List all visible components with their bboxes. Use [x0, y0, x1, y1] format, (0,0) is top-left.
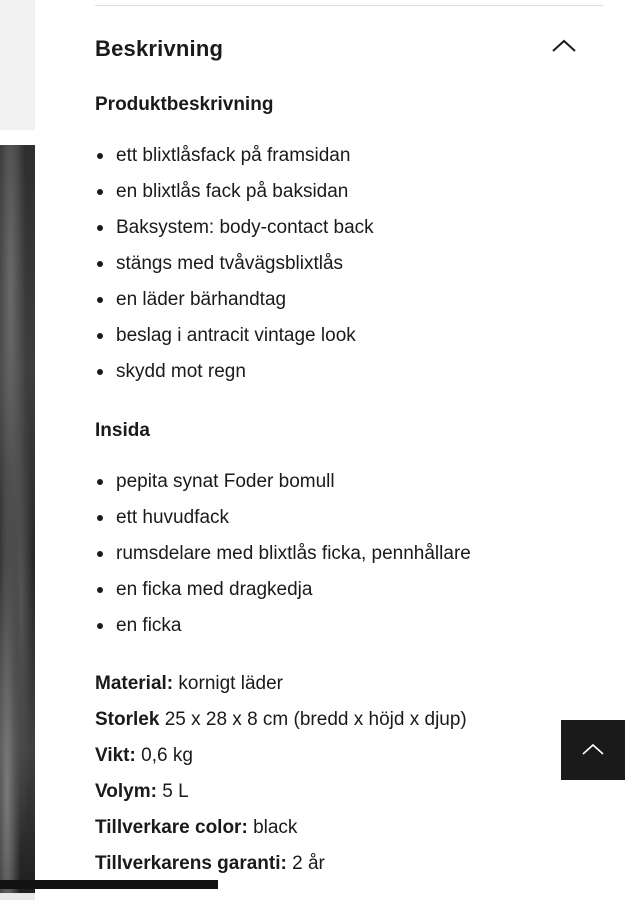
list-item: stängs med tvåvägsblixtlås [95, 252, 603, 288]
spec-volume: Volym: 5 L [95, 781, 189, 802]
product-image-panel [0, 0, 35, 130]
list-item: en läder bärhandtag [95, 288, 603, 324]
spec-warranty: Tillverkarens garanti: 2 år [95, 853, 325, 874]
list-item: en ficka med dragkedja [95, 578, 603, 614]
list-item: en ficka [95, 614, 603, 650]
product-description-heading: Produktbeskrivning [95, 94, 274, 115]
bullet-icon [97, 587, 103, 593]
list-item: pepita synat Foder bomull [95, 470, 603, 506]
bullet-icon [97, 333, 103, 339]
product-image [0, 145, 35, 900]
section-divider [95, 5, 603, 6]
product-image-footer [0, 893, 35, 900]
chevron-up-icon[interactable] [551, 36, 577, 56]
scroll-to-top-button[interactable] [561, 720, 625, 780]
list-item: rumsdelare med blixtlås ficka, pennhållare [95, 542, 603, 578]
bottom-overlay-bar [0, 880, 218, 889]
inside-list [95, 470, 603, 650]
bullet-icon [97, 515, 103, 521]
bullet-icon [97, 261, 103, 267]
bullet-icon [97, 189, 103, 195]
bullet-icon [97, 551, 103, 557]
bullet-icon [97, 153, 103, 159]
list-item: en blixtlås fack på baksidan [95, 180, 603, 216]
bullet-icon [97, 297, 103, 303]
list-item: ett blixtlåsfack på framsidan [95, 144, 603, 180]
description-content [95, 92, 603, 888]
list-item: ett huvudfack [95, 506, 603, 542]
list-item: Baksystem: body-contact back [95, 216, 603, 252]
list-item: skydd mot regn [95, 360, 603, 396]
spec-list [95, 672, 603, 888]
description-accordion-header[interactable] [95, 30, 603, 70]
bullet-icon [97, 623, 103, 629]
spec-size: Storlek 25 x 28 x 8 cm (bredd x höjd x djup) [95, 709, 467, 730]
bullet-icon [97, 369, 103, 375]
inside-heading: Insida [95, 420, 150, 441]
spec-weight: Vikt: 0,6 kg [95, 745, 193, 766]
section-title: Beskrivning [95, 36, 224, 61]
bullet-icon [97, 479, 103, 485]
product-description-list [95, 144, 603, 396]
chevron-up-icon [581, 741, 605, 759]
list-item: beslag i antracit vintage look [95, 324, 603, 360]
spec-material: Material: kornigt läder [95, 673, 283, 694]
spec-color: Tillverkare color: black [95, 817, 298, 838]
bullet-icon [97, 225, 103, 231]
